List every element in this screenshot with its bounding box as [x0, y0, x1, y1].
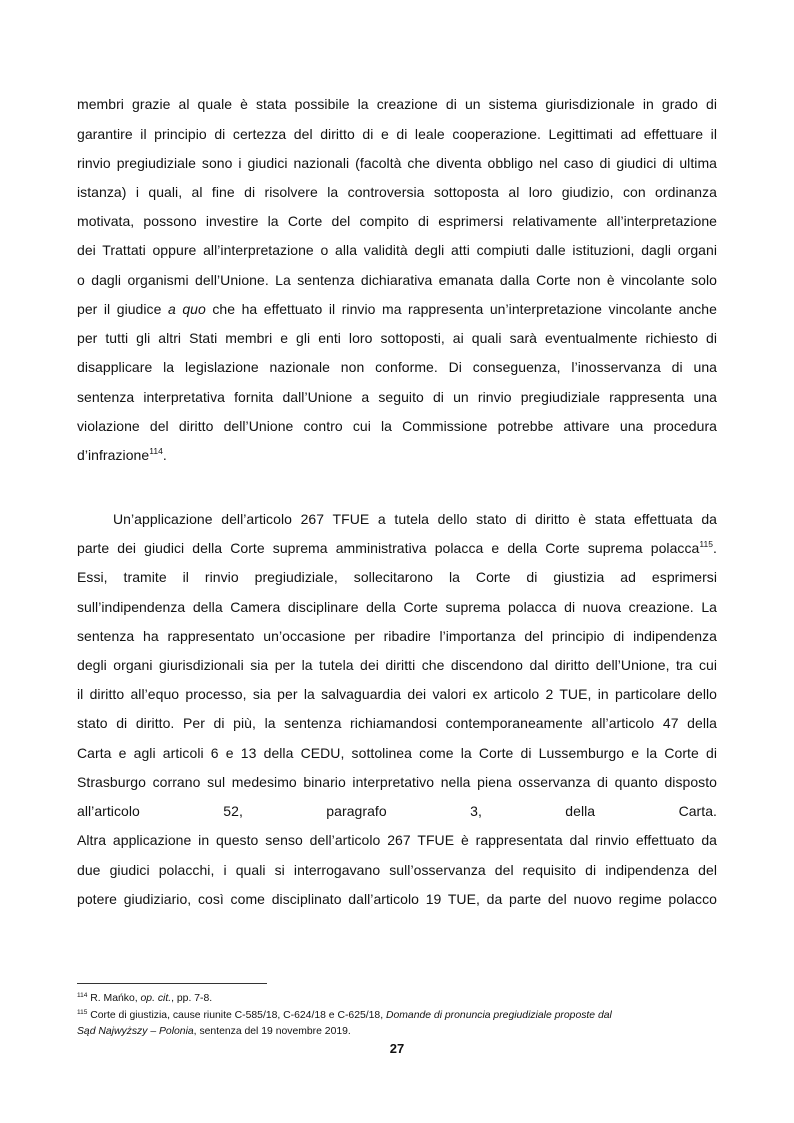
body-line: sentenza interpretativa fornita dall’Unione a seguito di un rinvio pregiudiziale rappresenta una	[77, 389, 717, 405]
footnote-115	[77, 1008, 717, 1023]
body-line: stato di diritto. Per di più, la sentenza richiamandosi contemporaneamente all’articolo 47 della	[77, 715, 717, 731]
footnote-number: 115	[77, 1009, 88, 1016]
footnote-114	[77, 991, 717, 1006]
body-line: potere giudiziario, così come disciplinato dall’articolo 19 TUE, da parte del nuovo regime polacco	[77, 891, 717, 907]
body-line: Altra applicazione in questo senso dell’articolo 267 TFUE è rappresentata dal rinvio effettuato da	[77, 832, 717, 848]
footnote-text: R. Mańko,	[87, 993, 141, 1004]
body-line: motivata, possono investire la Corte del compito di esprimersi relativamente all’interpretazione	[77, 213, 717, 229]
body-line: sentenza ha rappresentato un’occasione per ribadire l’importanza del principio di indipendenza	[77, 628, 717, 644]
body-text: d’infrazione	[77, 447, 150, 463]
body-line: Essi, tramite il rinvio pregiudiziale, sollecitarono la Corte di giustizia ad esprimersi	[77, 569, 717, 585]
body-line: degli organi giurisdizionali sia per la tutela dei diritti che discendono dal diritto dell’Unione, tra cui	[77, 657, 717, 673]
body-line: per tutti gli altri Stati membri e gli enti loro sottoposti, ai quali sarà eventualmente richiesto di	[77, 330, 717, 346]
footnote-italic: Domande di pronuncia pregiudiziale proposte dal	[385, 1010, 612, 1021]
body-line: membri grazie al quale è stata possibile la creazione di un sistema giurisdizionale in grado di	[77, 96, 717, 112]
body-line: sull’indipendenza della Camera disciplinare della Corte suprema polacca di nuova creazione. La	[77, 599, 717, 615]
footnote-italic: Sąd Najwyższy – Polonia	[77, 1026, 194, 1037]
body-line: o dagli organismi dell’Unione. La sentenza dichiarativa emanata dalla Corte non è vincolante solo	[77, 272, 717, 288]
footnote-text: , sentenza del 19 novembre 2019.	[193, 1026, 351, 1037]
body-line: Strasburgo corrano sul medesimo binario interpretativo nella piena osservanza di quanto disposto	[77, 774, 717, 790]
footnote-ref[interactable]: 114	[149, 446, 163, 456]
body-text: .	[713, 540, 717, 556]
page-number: 27	[389, 1041, 405, 1056]
body-line: dei Trattati oppure all’interpretazione o alla validità degli atti compiuti dalle istituzioni, dagli organi	[77, 242, 717, 258]
footnote-text: , pp. 7-8.	[171, 993, 213, 1004]
footnote-ref[interactable]: 115	[699, 539, 714, 549]
body-line: due giudici polacchi, i quali si interrogavano sull’osservanza del requisito di indipendenza del	[77, 862, 717, 878]
body-line: garantire il principio di certezza del diritto di e di leale cooperazione. Legittimati ad effettuare il	[77, 126, 717, 142]
body-line: violazione del diritto dell’Unione contro cui la Commissione potrebbe attivare una procedura	[77, 418, 717, 434]
body-line	[77, 445, 717, 465]
footnote-text: Corte di giustizia, cause riunite C-585/18, C-624/18 e C-625/18,	[87, 1010, 386, 1021]
body-text: .	[162, 447, 167, 463]
body-text: per il giudice	[77, 301, 168, 317]
footnote-115-cont	[77, 1024, 717, 1039]
body-line	[77, 538, 717, 558]
body-line: disapplicare la legislazione nazionale non conforme. Di conseguenza, l’inosservanza di una	[77, 359, 717, 375]
body-text: parte dei giudici della Corte suprema amministrativa polacca e della Corte suprema polacca	[77, 540, 700, 556]
body-line: rinvio pregiudiziale sono i giudici nazionali (facoltà che diventa obbligo nel caso di giudici di ultima	[77, 155, 717, 171]
footnote-number: 114	[77, 992, 88, 999]
body-line: il diritto all’equo processo, sia per la salvaguardia dei valori ex articolo 2 TUE, in particolare dello	[77, 686, 717, 702]
body-line: istanza) i quali, al fine di risolvere la controversia sottoposta al loro giudizio, con ordinanza	[77, 184, 717, 200]
footnote-italic: op. cit.	[140, 993, 172, 1004]
body-line: Carta e agli articoli 6 e 13 della CEDU, sottolinea come la Corte di Lussemburgo e la Corte di	[77, 745, 717, 761]
body-line: Un’applicazione dell’articolo 267 TFUE a tutela dello stato di diritto è stata effettuata da	[113, 511, 717, 527]
body-line: all’articolo 52, paragrafo 3, della Carta.	[77, 803, 717, 819]
body-line	[77, 299, 717, 319]
body-text: che ha effettuato il rinvio ma rappresenta un’interpretazione vincolante anche	[205, 301, 717, 317]
italic-text: a quo	[167, 301, 206, 317]
footnote-separator	[77, 983, 267, 984]
